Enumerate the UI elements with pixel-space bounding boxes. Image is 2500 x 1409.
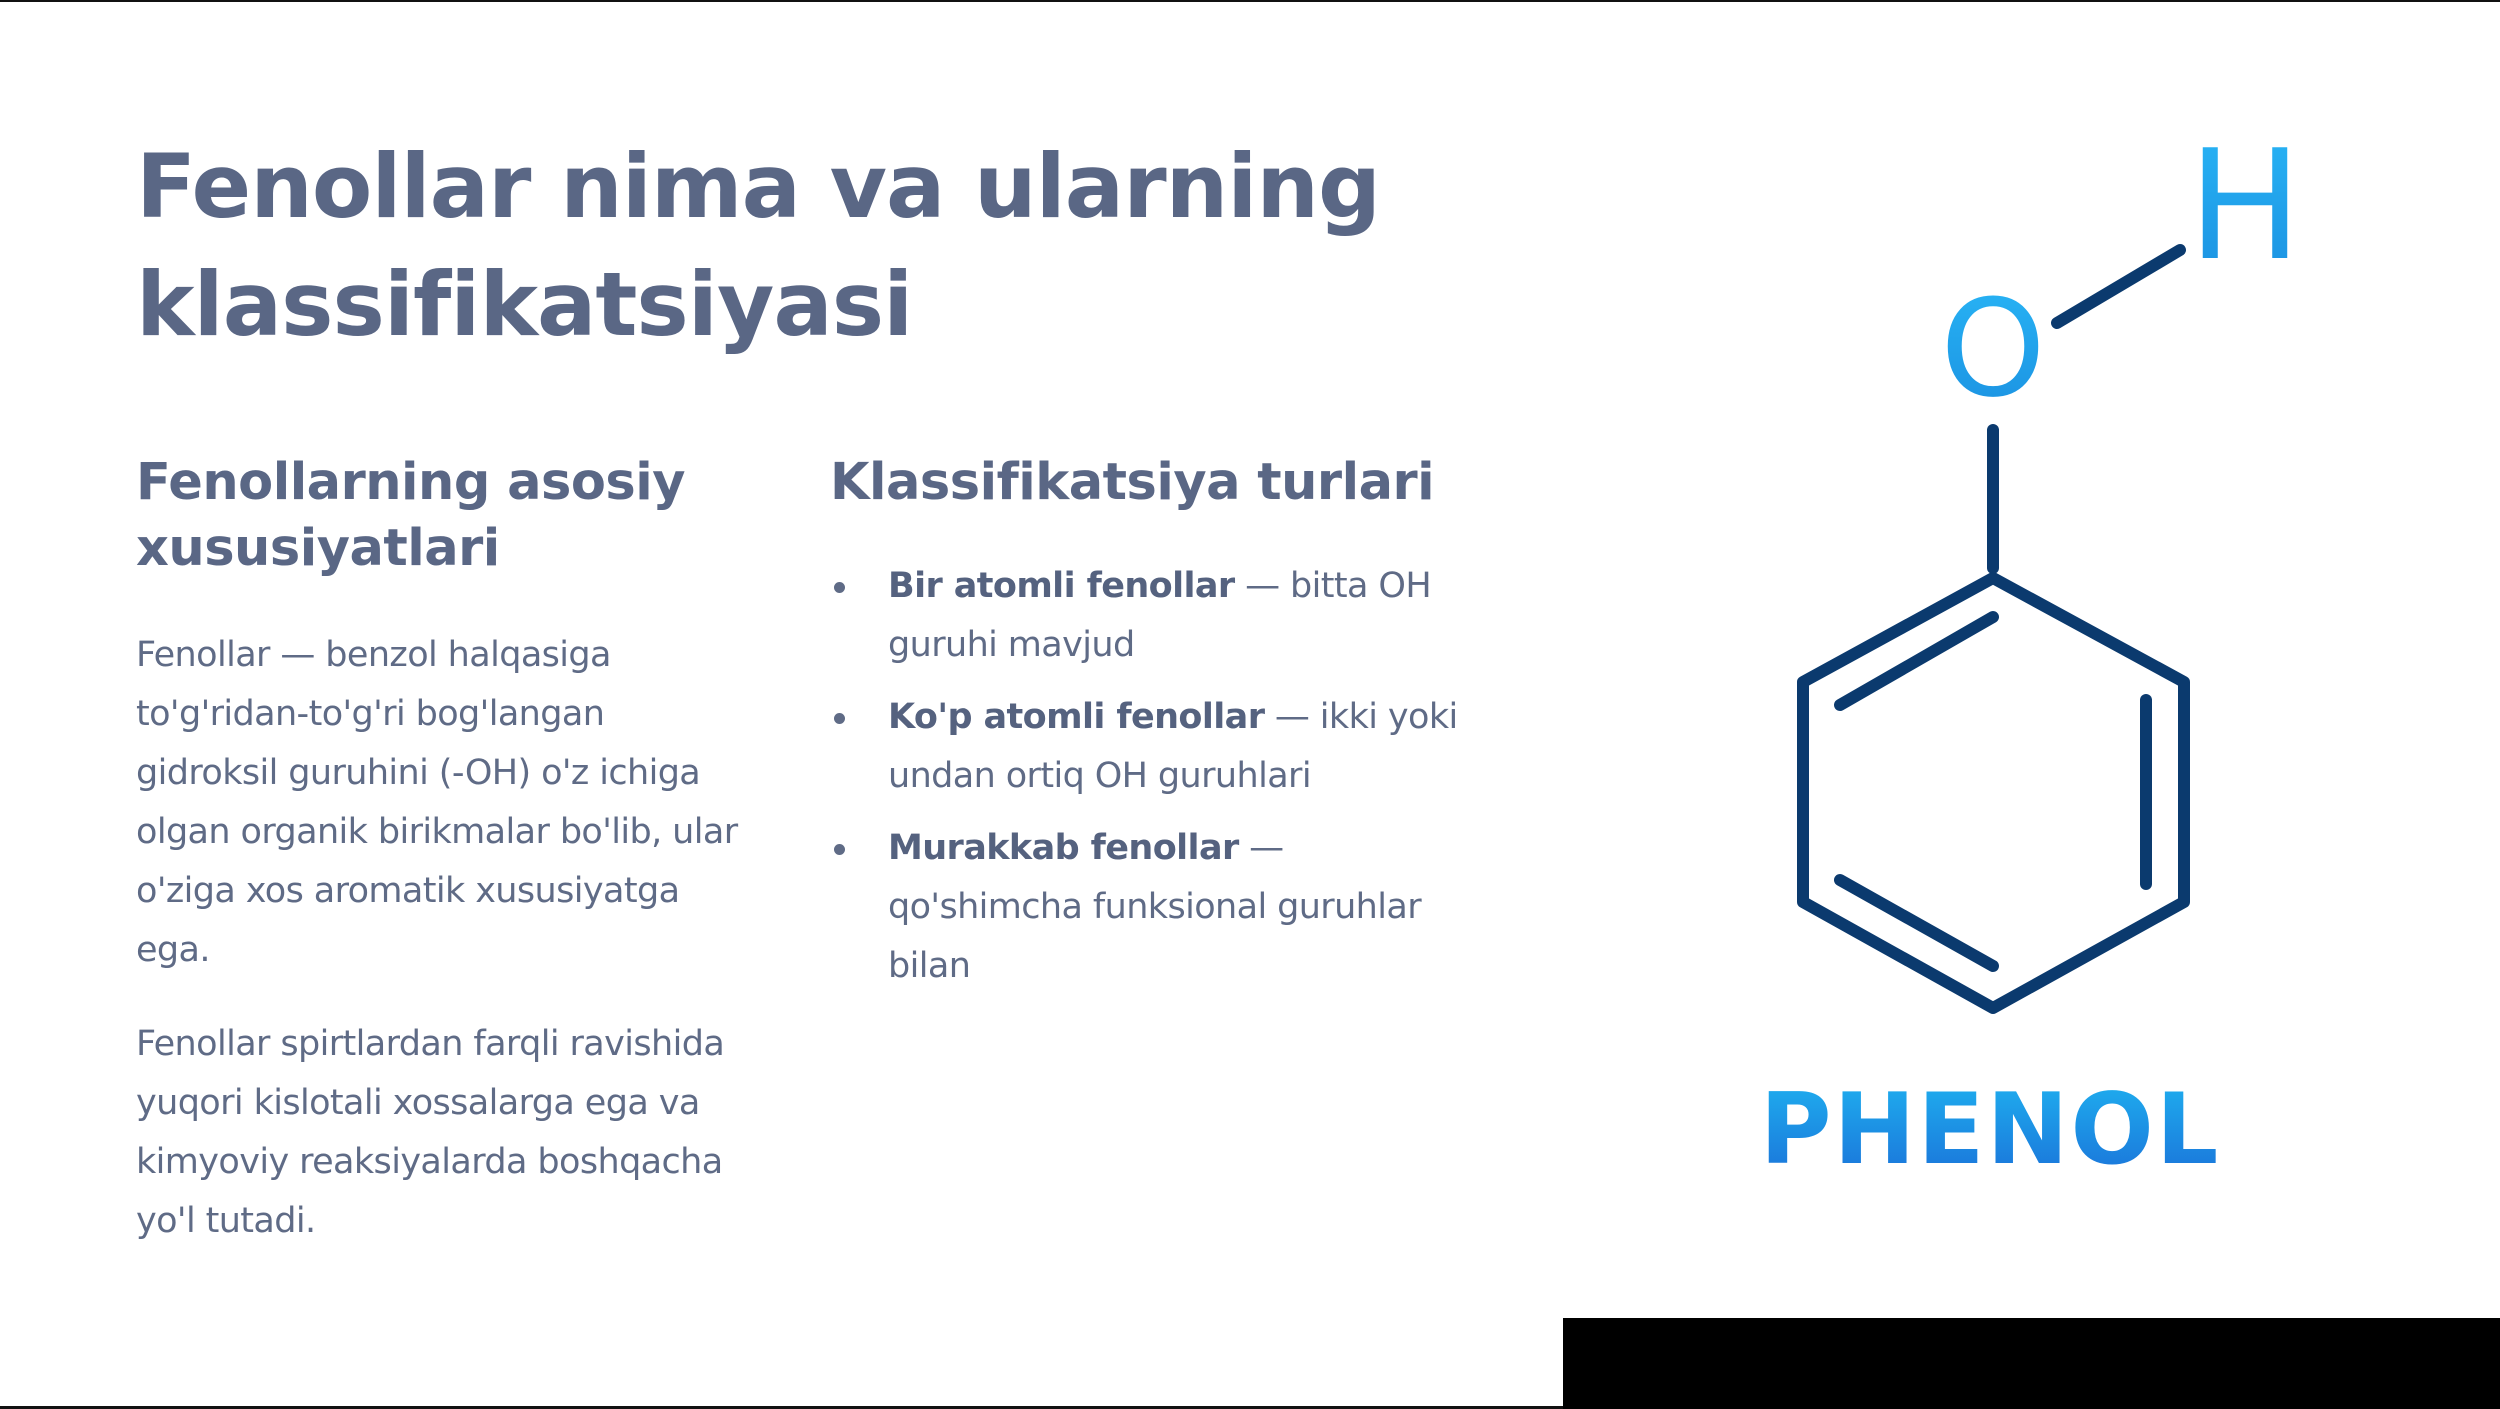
bottom-right-black-bar bbox=[1563, 1318, 2500, 1409]
phenol-structure-image bbox=[1700, 120, 2400, 1200]
classification-list bbox=[830, 557, 1470, 996]
slide-title: Fenollar nima va ularning klassifikatsiyasi bbox=[136, 135, 1381, 356]
top-border bbox=[0, 0, 2500, 2]
classification-heading: Klassifikatsiya turlari bbox=[830, 453, 1435, 512]
bullet-icon bbox=[834, 713, 845, 724]
list-item-description: — bitta OH guruhi mavjud bbox=[888, 566, 1432, 665]
o-h-bond bbox=[2057, 250, 2180, 323]
oxygen-atom-label: O bbox=[1940, 271, 2046, 427]
list-item bbox=[830, 557, 1470, 675]
list-item-description: — ikki yoki undan ortiq OH guruhlari bbox=[888, 697, 1458, 796]
properties-paragraph-2: Fenollar spirtlardan farqli ravishida yuqori kislotali xossalarga ega va kimyoviy reaksiyalarda boshqacha yo'l tutadi. bbox=[136, 1024, 725, 1241]
properties-paragraph-1: Fenollar — benzol halqasiga to'g'ridan-to'g'ri bog'langan gidroksil guruhini (-OH) o'z ichiga olgan organik birikmalar bo'lib, ular o'ziga xos aromatik xususiyatga ega. bbox=[136, 635, 738, 970]
bullet-icon bbox=[834, 582, 845, 593]
list-item-term: Ko'p atomli fenollar bbox=[888, 697, 1265, 737]
list-item bbox=[830, 819, 1470, 996]
phenol-label: PHENOL bbox=[1759, 1073, 2221, 1187]
list-item-term: Murakkab fenollar bbox=[888, 828, 1239, 868]
list-item-description: — qo'shimcha funksional guruhlar bilan bbox=[888, 828, 1422, 986]
list-item bbox=[830, 688, 1470, 806]
list-item-term: Bir atomli fenollar bbox=[888, 566, 1235, 606]
bullet-icon bbox=[834, 844, 845, 855]
benzene-ring bbox=[1803, 578, 2184, 1008]
hydrogen-atom-label: H bbox=[2187, 120, 2303, 294]
properties-heading: Fenollarning asosiy xususiyatlari bbox=[136, 453, 685, 578]
